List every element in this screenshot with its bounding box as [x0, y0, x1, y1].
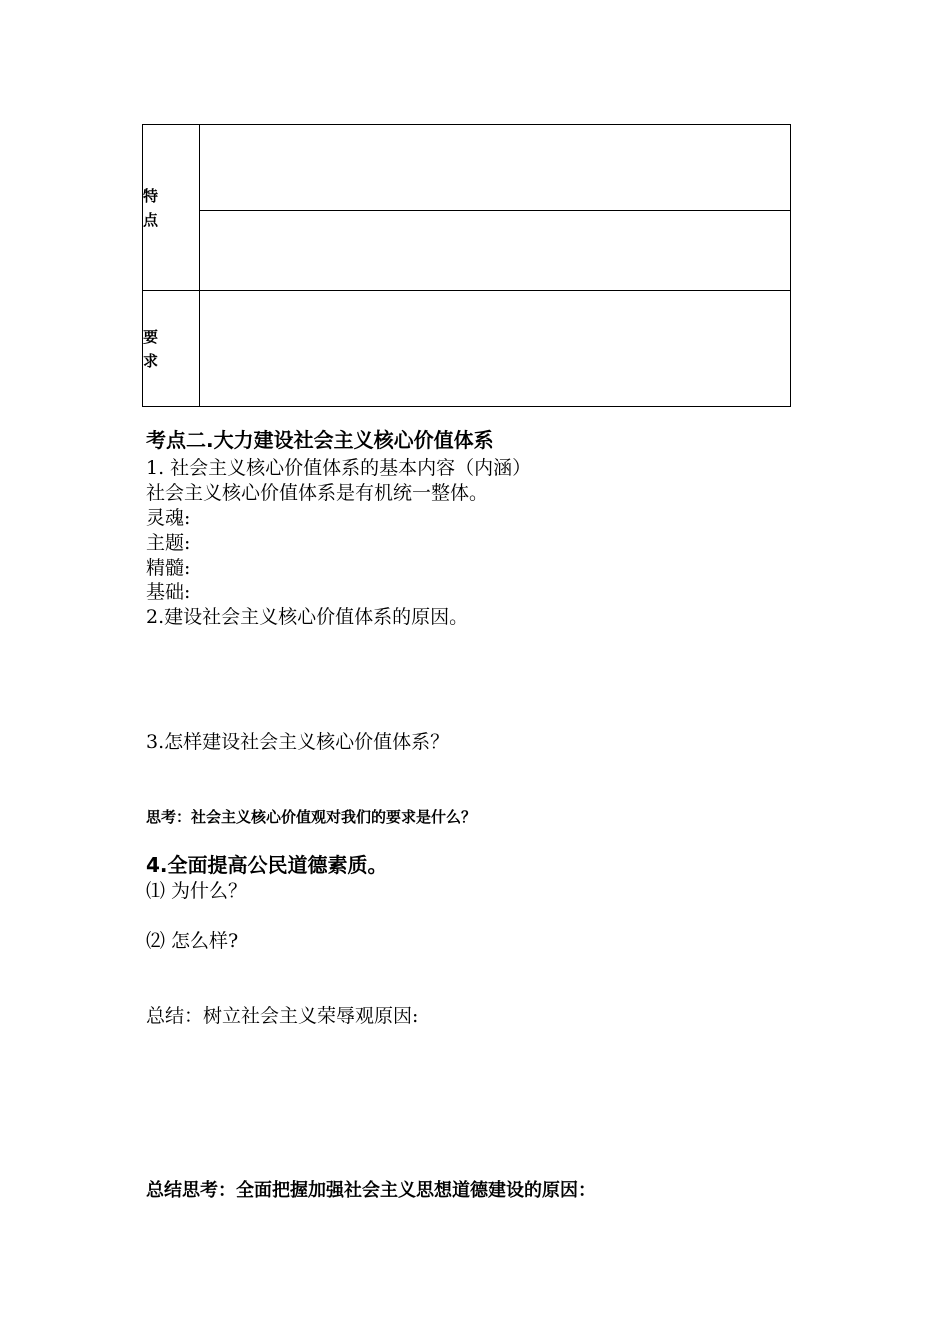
label-requirements: 要求	[143, 327, 159, 370]
answer-cell-1	[200, 125, 791, 211]
item-4-how: ⑵ 怎么样?	[146, 930, 239, 952]
label-essence: 精髓:	[146, 557, 191, 579]
label-cell-characteristics	[143, 125, 200, 291]
label-cell-requirements	[143, 291, 200, 407]
label-foundation: 基础:	[146, 581, 191, 603]
answer-cell-3	[200, 291, 791, 407]
characteristics-table	[142, 124, 791, 407]
answer-cell-2	[200, 211, 791, 291]
think-question: 思考：社会主义核心价值观对我们的要求是什么？	[146, 808, 477, 826]
summary-thinking: 总结思考：全面把握加强社会主义思想道德建设的原因：	[146, 1180, 596, 1201]
label-theme: 主题:	[146, 532, 191, 554]
label-characteristics: 特点	[143, 186, 159, 229]
item-3: 3.怎样建设社会主义核心价值体系？	[146, 731, 450, 753]
item-2: 2.建设社会主义核心价值体系的原因。	[146, 606, 469, 628]
summary-honor-view: 总结：树立社会主义荣辱观原因:	[146, 1005, 419, 1027]
section-heading: 考点二.大力建设社会主义核心价值体系	[146, 428, 494, 452]
item-4-why: ⑴ 为什么？	[146, 880, 248, 902]
label-soul: 灵魂:	[146, 507, 191, 529]
item-1: 1. 社会主义核心价值体系的基本内容（内涵）	[146, 457, 532, 479]
item-4-heading: 4.全面提高公民道德素质。	[146, 853, 388, 877]
item-1-desc: 社会主义核心价值体系是有机统一整体。	[146, 482, 489, 504]
